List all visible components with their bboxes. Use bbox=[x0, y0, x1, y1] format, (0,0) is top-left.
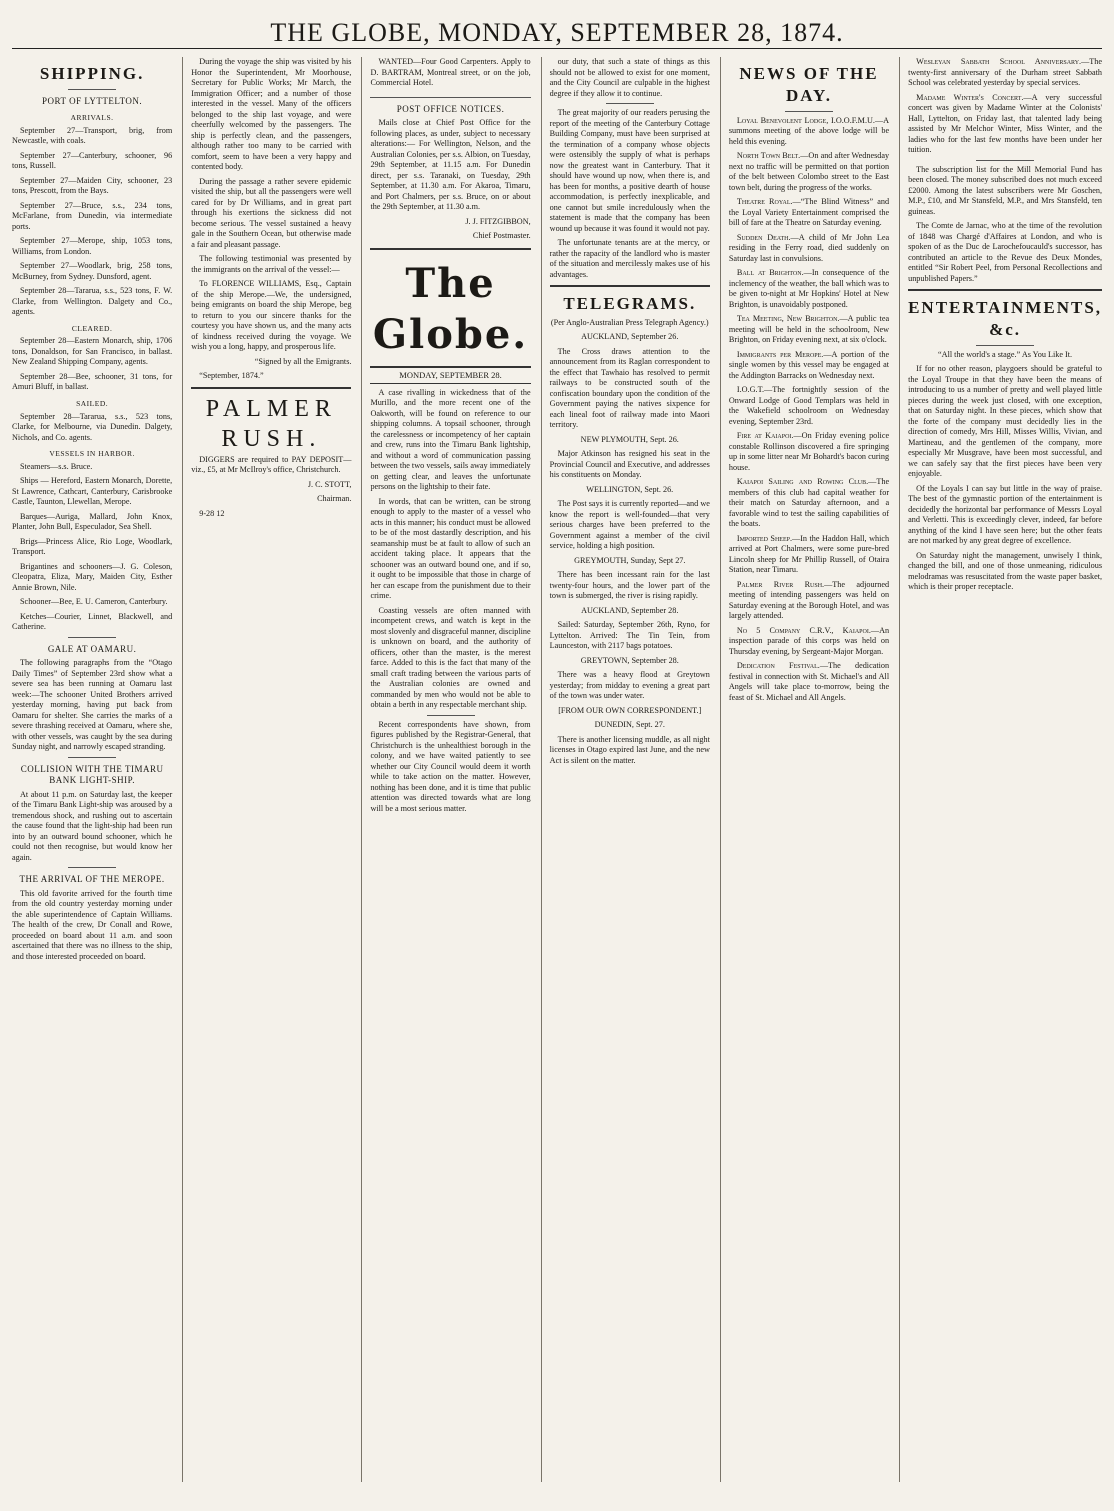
news-item-lead: Immigrants per Merope. bbox=[736, 349, 824, 359]
news-item bbox=[729, 116, 889, 148]
palmer-rush-sign: J. C. STOTT, bbox=[307, 479, 352, 489]
telegram-dateline: AUCKLAND, September 28. bbox=[581, 605, 679, 615]
news-item-text: —The dedication festival in connection with St. Michael's and All Angels will take place to-morrow, being the feast of St. Michael and All Angels. bbox=[728, 661, 890, 702]
editorial-paragraph: In words, that can be written, can be strong enough to apply to the master of a vessel who acts in this manner; his conduct must be allowed to be of the most dastardly description, and his seamanship must be at fault to allow of such an accident taking place. It appears that the schooner was an outward bound one, and if so, it ought to be impossible that those in charge of her can escape from the punishment due to their crime. bbox=[370, 496, 531, 601]
news-item bbox=[908, 93, 1102, 156]
entertainments-text: If for no other reason, playgoers should be grateful to the Loyal Troupe in that they have been the means of introducing to us a number of pretty and well played little pieces during the week just closed, with one exception, that on Saturday night. In these pieces, which show that the forte of the company must decidedly lies in the direction of comedy, Mrs Hill, Misses Willis, Vivian, and Martineau, and the gentlemen of the company, more especially Mr Musgrave, have been most successful, and we can safely say that the first pieces have been very enjoyable. bbox=[908, 364, 1103, 478]
news-item bbox=[729, 661, 889, 703]
shipping-heading: SHIPPING. bbox=[39, 64, 145, 83]
post-office-heading: POST OFFICE NOTICES. bbox=[396, 103, 505, 114]
editorial-paragraph: Coasting vessels are often manned with incompetent crews, and watch is kept in the most slovenly and disgraceful manner, discipline is unknown on board, and the authority of officers, other than the master, is the merest farce. Added to this is the fact that many of the small craft trading between the various parts of the Australian colonies are owned and commanded by men who would not be able to obtain a berth in any respectable merchant ship. bbox=[370, 605, 531, 710]
paper-title: The Globe. bbox=[372, 259, 529, 358]
news-item bbox=[729, 431, 889, 473]
arrivals-heading: ARRIVALS. bbox=[70, 113, 114, 123]
news-item-text: —“The Blind Witness” and the Loyal Variety Entertainment comprised the bill of fare at the Theatre on Saturday evening. bbox=[728, 197, 890, 227]
entertainments-text: Of the Loyals I can say but little in the way of praise. The best of the gymnastic portion of the entertainment is decidedly the horizontal bar performance of Messrs Loyal and Verletti. This is exceedingly clever, indeed, far before anything of the kind I have seen here; but the other feats are not marked by any great degree of excellence. bbox=[908, 483, 1103, 545]
merope-article: This old favorite arrived for the fourth time from the old country yesterday morning under the able superintendence of Captain Williams. The health of the crew, Dr Conall and Rowe, proceeded on board about 11 a.m. and soon ascertained that there was no illness to the ship, and those interested proceeded on board. bbox=[12, 888, 173, 961]
newspaper-page bbox=[12, 8, 1102, 1488]
collision-heading: COLLISION WITH THE TIMARU BANK LIGHT-SHIP. bbox=[20, 763, 164, 786]
arrival-entry: September 27—Canterbury, schooner, 96 tons, Russell. bbox=[12, 150, 173, 171]
news-item-lead: Kaiapoi Sailing and Rowing Club. bbox=[736, 477, 869, 486]
news-item-text: —A very successful concert was given by Madame Winter at the Colonists' Hall, Lyttelton, on Friday last, that talented lady being assisted by Mr Melchor Winter, Miss Winter, and the ladies who for the last few months have been under her tuition. bbox=[908, 92, 1103, 154]
news-item-text: —On and after Wednesday next no traffic will be permitted on that portion of the belt between Colombo street to the East town belt, during the progress of the works. bbox=[728, 151, 890, 192]
news-item-text: —The members of this club had capital weather for their match on Saturday afternoon, and a favorable wind to test the sailing capabilities of the boats. bbox=[728, 477, 890, 528]
news-item bbox=[908, 221, 1102, 284]
harbor-entry: Schooner—Bee, E. U. Cameron, Canterbury. bbox=[20, 597, 168, 607]
arrival-entry: September 28—Tararua, s.s., 523 tons, F. W. Clarke, from Wellington. Dalgety and Co., agents. bbox=[12, 286, 173, 317]
telegram-dateline: DUNEDIN, Sept. 27. bbox=[594, 720, 665, 730]
news-item bbox=[908, 165, 1102, 218]
news-item-lead: Dedication Festival. bbox=[736, 661, 820, 670]
columns bbox=[12, 57, 1102, 1482]
sailed-entry: September 28—Tararua, s.s., 523 tons, Clarke, for Melbourne, via Dunedin. Dalgety, Nichols, and Co. agents. bbox=[12, 411, 173, 442]
news-item-lead: Imported Sheep. bbox=[736, 533, 793, 543]
news-item-text: The subscription list for the Mill Memorial Fund has been closed. The money subscribed does not much exceed £2000. Among the latest subscribers were Mr Goschen, M.P., £10, and Mr Stansfeld, M.P., and Mrs Stansfeld, ten guineas. bbox=[908, 164, 1103, 216]
cleared-heading: CLEARED. bbox=[71, 323, 113, 333]
news-item-text: —A child of Mr John Lea residing in the Ferry road, died suddenly on Saturday last in convulsions. bbox=[728, 232, 890, 263]
news-item-lead: Loyal Benevolent Lodge, I.O.O.F.M.U. bbox=[736, 115, 875, 125]
testimonial-text: To FLORENCE WILLIAMS, Esq., Captain of the ship Merope.—We, the undersigned, being emigrants on board the ship Merope, beg to return to you our sincere thanks for the courtesy you have shown us, and the many acts of kindness received during the voyage. We wish you a long, happy, and prosperous life. bbox=[191, 279, 352, 351]
palmer-rush-ad-title: PALMER RUSH. bbox=[205, 395, 337, 453]
sailed-heading: SAILED. bbox=[76, 398, 109, 408]
cleared-entry: September 28—Bee, schooner, 31 tons, for Amuri Bluff, in ballast. bbox=[12, 371, 173, 392]
palmer-rush-code: 9-28 12 bbox=[199, 508, 225, 518]
news-item bbox=[729, 580, 889, 622]
gale-heading: GALE AT OAMARU. bbox=[47, 643, 137, 654]
news-item-text: —In the Haddon Hall, which arrived at Port Chalmers, were some pure-bred Lincoln sheep for Mr Phillip Russell, of Otaira Station, near Timaru. bbox=[728, 533, 890, 574]
gale-article: The following paragraphs from the “Otago Daily Times” of September 23rd show what a severe sea has been running at Oamaru last week:—The schooner United Brothers arrived yesterday morning, having put back from Oamaru for shelter. She carries the marks of a severe thrashing received at Oamaru, where she, with other vessels, was caught by the sea during Sunday night, and narrowly escaped stranding. bbox=[12, 658, 173, 752]
news-item-text: —On Friday evening police constable Rollinson discovered a fire springing up in some litter near Mr Bohardt's bacon curing house. bbox=[728, 431, 890, 472]
column-entertainments bbox=[899, 57, 1102, 1482]
news-item-lead: Madame Winter's Concert. bbox=[916, 92, 1024, 102]
entertainments-text: On Saturday night the management, unwisely I think, changed the bill, and one of those unmeaning, ridiculous melodramas was resuscitated from the waste paper basket, which is their proper receptacle. bbox=[908, 550, 1103, 591]
harbor-entry: Steamers—s.s. Bruce. bbox=[20, 461, 93, 471]
news-item bbox=[729, 314, 889, 346]
news-item-text: —An inspection parade of this corps was held on Thursday evening, by Sergeant-Major Morgan. bbox=[728, 625, 890, 656]
editorial-dateline: MONDAY, SEPTEMBER 28. bbox=[370, 368, 530, 384]
news-item-text: The Comte de Jarnac, who at the time of the revolution of 1848 was Chargé d'Affaires at London, and who is spoken of as the Duc de Larochefoucauld's successor, has contributed an article to the Revue des Deux Mondes, entitled “Sir Robert Peel, from Personal Recollections and unpublished Papers.” bbox=[908, 221, 1103, 283]
news-item-lead: North Town Belt. bbox=[736, 151, 801, 160]
news-item-text: —The twenty-first anniversary of the Durham street Sabbath School was celebrated yesterday by special services. bbox=[908, 57, 1103, 87]
telegram-text: The Cross draws attention to the announcement from its Raglan correspondent to the effect that Tawhaio has resolved to permit railways to be constructed south of the confiscation boundary upon the condition of the Government paying the natives sixpence for each lineal foot of railway made into Maori territory. bbox=[549, 346, 710, 430]
news-item bbox=[729, 350, 889, 382]
news-item-text: —A summons meeting of the above lodge will be held this evening. bbox=[728, 115, 890, 146]
wanted-ad: WANTED—Four Good Carpenters. Apply to D. BARTRAM, Montreal street, or on the job, Commercial Hotel. bbox=[370, 57, 531, 87]
telegram-text: Sailed: Saturday, September 26th, Ryno, for Lyttelton. Arrived: The Tin Tein, from Launceston, with 2117 bags potatoes. bbox=[549, 620, 710, 651]
column-telegrams bbox=[541, 57, 710, 1482]
telegram-dateline: AUCKLAND, September 26. bbox=[581, 332, 679, 342]
news-item bbox=[908, 57, 1102, 89]
column-merope-continued bbox=[182, 57, 351, 1482]
editorial-paragraph: Recent correspondents have shown, from figures published by the Registrar-General, that Christchurch is the unhealthiest borough in the colony, and we have waited patiently to see whether our City Council would deem it worth while to take action on the matter. However, nothing has been done, and it is time that public attention was directed towards what are long will be a most serious matter. bbox=[370, 719, 531, 813]
news-heading: NEWS OF THE DAY. bbox=[739, 64, 879, 105]
harbor-entry: Brigantines and schooners—J. G. Coleson, Cleopatra, Eliza, Mary, Maiden City, Esther Annie Brown, Nile. bbox=[12, 561, 173, 592]
news-item-lead: Sudden Death. bbox=[736, 232, 791, 242]
arrival-entry: September 27—Woodlark, brig, 258 tons, McBurney, from Sydney. Dunsford, agent. bbox=[12, 261, 173, 281]
telegram-text: Major Atkinson has resigned his seat in the Provincial Council and Executive, and addresses his constituents on Monday. bbox=[549, 449, 710, 480]
news-item-text: —The fortnightly session of the Onward Lodge of Good Templars was held in the Wakefield schoolroom on Wednesday evening, September 23rd. bbox=[728, 385, 890, 426]
news-item-lead: Fire at Kaiapoi. bbox=[736, 431, 794, 440]
merope-heading: THE ARRIVAL OF THE MEROPE. bbox=[19, 874, 165, 885]
news-item bbox=[729, 477, 889, 530]
news-item-text: —A portion of the single women by this vessel may be engaged at the Addington Barracks on Wednesday next. bbox=[728, 349, 890, 380]
telegram-text: There is another licensing muddle, as all night licenses in Otago expired last June, and the new Act is silent on the matter. bbox=[549, 734, 710, 765]
post-office-text: Mails close at Chief Post Office for the following places, as under, subject to necessary alterations:— For Wellington, Nelson, and the Australian Colonies, per s.s. Albion, on Tuesday, 29th September, at 11.15 a.m. For Dunedin direct, per s.s. Taranaki, on Tuesday, 29th September, at 11.30 a.m. For Akaroa, Timaru, and Port Chalmers, per s.s. Bruce, on or about the 29th September, at 11.30 a.m. bbox=[370, 118, 531, 212]
harbor-entry: Barques—Auriga, Mallard, John Knox, Planter, John Bull, Especulador, Sea Shell. bbox=[12, 511, 173, 532]
post-office-role: Chief Postmaster. bbox=[472, 231, 531, 241]
telegram-dateline: GREYMOUTH, Sunday, Sept 27. bbox=[574, 555, 686, 565]
news-item-lead: Tea Meeting, New Brighton. bbox=[736, 314, 840, 323]
own-correspondent-label: [FROM OUR OWN CORRESPONDENT.] bbox=[558, 705, 702, 715]
telegram-text: The Post says it is currently reported—and we know the report is well-founded—that very serious charges have been preferred to the Government against a member of the civil service, holding a high position. bbox=[549, 499, 710, 551]
news-item bbox=[729, 233, 889, 265]
telegram-text: There has been incessant rain for the last twenty-four hours, and the lower part of the town is submerged, the river is rising rapidly. bbox=[549, 570, 710, 601]
telegrams-heading: TELEGRAMS. bbox=[563, 294, 697, 313]
telegram-dateline: NEW PLYMOUTH, Sept. 26. bbox=[580, 434, 679, 444]
editorial-paragraph: A case rivalling in wickedness that of the Murillo, and the more recent one of the Oakworth, will be found on reference to our shipping columns. A topsail schooner, through the carelessness or incompetency of her captain and crew, runs into the Timaru Bank lightship, and without a word of communication passing between the two vessels, sails away immediately on getting clear, and leaves the unfortunate persons on the lightship to their fate. bbox=[370, 387, 531, 492]
arrival-entry: September 27—Maiden City, schooner, 23 tons, Prescott, from the Bays. bbox=[12, 175, 173, 196]
column-shipping bbox=[12, 57, 172, 1482]
editorial-continued: The great majority of our readers perusing the report of the meeting of the Canterbury Cottage Building Company, must have been surprised at the termination of a company whose objects were ostensibly the supply of what is perhaps now the greatest want in Canterbury. That it should have wound up now, when there is, and has been for months, a positive dearth of house accommodation, is perfectly inexplicable, and one cannot but smile incredulously when the statement is made that the company has been wound up because it was found it would not pay. bbox=[549, 108, 710, 233]
palmer-rush-ad-text: DIGGERS are required to PAY DEPOSIT—viz., £5, at Mr McIlroy's office, Christchurch. bbox=[191, 454, 352, 475]
news-item bbox=[729, 197, 889, 229]
post-office-sign: J. J. FITZGIBBON, bbox=[465, 216, 531, 226]
news-item bbox=[729, 268, 889, 310]
telegram-dateline: GREYTOWN, September 28. bbox=[580, 655, 679, 665]
cleared-entry: September 28—Eastern Monarch, ship, 1706 tons, Donaldson, for San Francisco, in ballast. New Zealand Shipping Company, agents. bbox=[12, 336, 173, 367]
column-editorial bbox=[361, 57, 530, 1482]
news-item-lead: Wesleyan Sabbath School Anniversary. bbox=[916, 57, 1082, 66]
news-item-lead: Theatre Royal. bbox=[736, 197, 793, 206]
masthead-title: THE GLOBE, MONDAY, SEPTEMBER 28, 1874. bbox=[270, 18, 844, 47]
telegram-text: There was a heavy flood at Greytown yesterday; from midday to evening a great part of the town was under water. bbox=[549, 670, 710, 701]
news-item-lead: Palmer River Rush. bbox=[736, 579, 825, 589]
telegrams-agency: (Per Anglo-Australian Press Telegraph Agency.) bbox=[550, 317, 709, 327]
news-item-text: —A public tea meeting will be held in the schoolroom, New Brighton, on Friday evening next, at six o'clock. bbox=[728, 314, 890, 344]
merope-body: During the passage a rather severe epidemic visited the ship, but all the passengers were well cared for by Dr Williams, and in great part through his exertions the sickness did not become serious. The vessel sustained a heavy gale in the Southern Ocean, but otherwise made a fair and pleasant passage. bbox=[191, 176, 352, 249]
harbor-entry: Ketches—Courier, Linnet, Blackwell, and Catherine. bbox=[12, 611, 173, 632]
harbor-entry: Brigs—Princess Alice, Rio Loge, Woodlark, Transport. bbox=[12, 536, 173, 557]
news-item bbox=[729, 151, 889, 193]
news-item-lead: No 5 Company C.R.V., Kaiapoi. bbox=[736, 625, 871, 635]
editorial-continued: our duty, that such a state of things as this should not be allowed to exist for one moment, and the City Council are culpable in the highest degree if they allow it to continue. bbox=[549, 57, 710, 98]
news-item-lead: I.O.G.T. bbox=[736, 385, 765, 394]
testimonial-date: “September, 1874.” bbox=[199, 371, 264, 380]
news-item bbox=[729, 534, 889, 576]
arrival-entry: September 27—Transport, brig, from Newcastle, with coals. bbox=[12, 125, 173, 146]
arrival-entry: September 27—Bruce, s.s., 234 tons, McFarlane, from Dunedin, via intermediate ports. bbox=[12, 200, 173, 231]
news-item-lead: Ball at Brighton. bbox=[736, 268, 804, 277]
testimonial-signed: “Signed by all the Emigrants. bbox=[254, 356, 352, 366]
merope-body: During the voyage the ship was visited by his Honor the Superintendent, Mr Moorhouse, Secretary for Public Works; Mr March, the Immigration Officer; and a number of those interested in the vessel. Many of the officers belonged to the ship last voyage, and were cheerfully welcomed by the passengers. The ship is perfectly clean, and the passengers, although rather too many to be carried with comfort, seem to have been a very happy and contented body. bbox=[191, 57, 352, 171]
merope-body: The following testimonial was presented by the immigrants on the arrival of the vessel:— bbox=[191, 254, 352, 274]
entertainments-quote: “All the world's a stage.” As You Like It. bbox=[938, 349, 1073, 359]
collision-article: At about 11 p.m. on Saturday last, the keeper of the Timaru Bank Light-ship was aroused by a tremendous shock, and rushing out to ascertain the cause found that the light-ship had been run into by an outward bound schooner, which he could not then recognise, but would know her again. bbox=[12, 789, 173, 862]
news-item bbox=[729, 385, 889, 427]
entertainments-heading: ENTERTAINMENTS, &c. bbox=[908, 298, 1103, 339]
harbor-entry: Ships — Hereford, Eastern Monarch, Dorette, St Lawrence, Cathcart, Canterbury, Carisbrooke Castle, Taunton, Llewellan, Merope. bbox=[12, 476, 173, 507]
masthead bbox=[12, 8, 1102, 49]
news-item-text: —The adjourned meeting of intending passengers was held on Saturday evening at the Borough Hotel, and was largely attended. bbox=[728, 579, 890, 620]
telegram-dateline: WELLINGTON, Sept. 26. bbox=[586, 484, 674, 494]
port-heading: PORT OF LYTTELTON. bbox=[42, 95, 143, 106]
palmer-rush-role: Chairman. bbox=[317, 494, 352, 504]
news-item-text: —In consequence of the inclemency of the weather, the ball which was to be given to-night at Mr Hopkins' Hotel at New Brighton, is unavoidably postponed. bbox=[728, 268, 890, 309]
news-item bbox=[729, 626, 889, 658]
column-news bbox=[720, 57, 889, 1482]
harbor-heading: VESSELS IN HARBOR. bbox=[49, 449, 135, 459]
arrival-entry: September 27—Merope, ship, 1053 tons, Williams, from London. bbox=[12, 236, 173, 256]
editorial-continued: The unfortunate tenants are at the mercy, or rather the rapacity of the landlord who is master of the situation and mercilessly makes use of his advantages. bbox=[549, 238, 710, 279]
